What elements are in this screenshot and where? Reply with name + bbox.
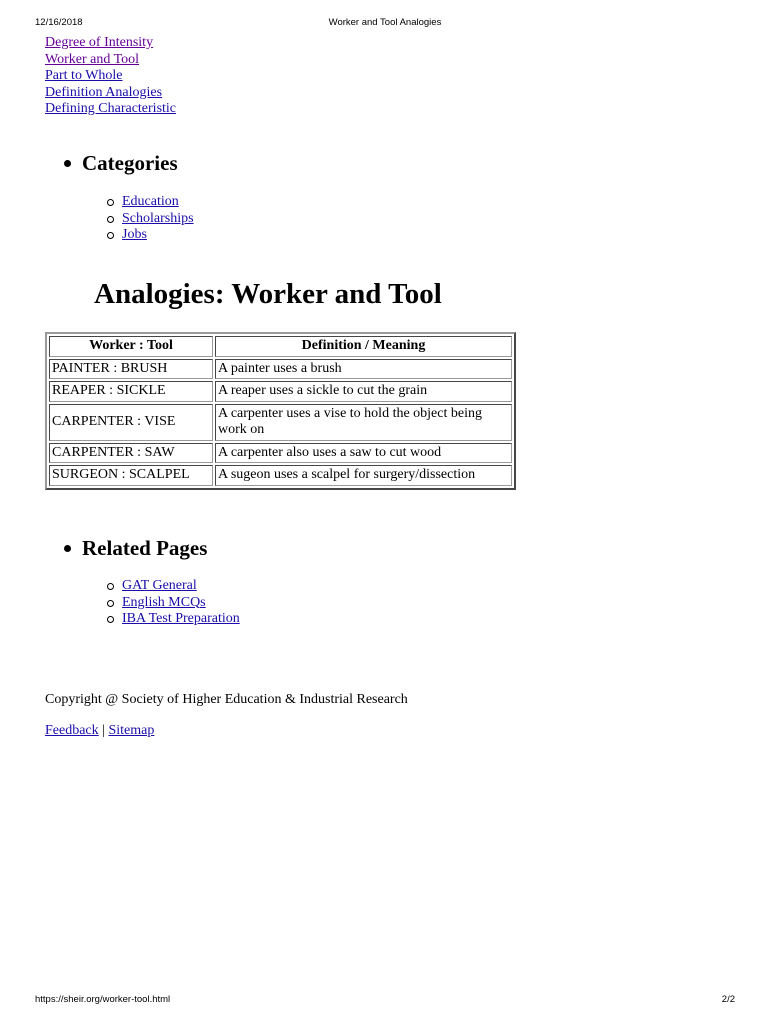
table-header-row [49,336,512,357]
page-title: Analogies: Worker and Tool [94,278,442,310]
link-english-mcqs[interactable]: English MCQs [122,594,206,610]
link-scholarships[interactable]: Scholarships [122,210,194,226]
circle-bullet-icon [107,616,114,623]
table-row [49,465,512,486]
table-row [49,443,512,464]
link-part-to-whole[interactable]: Part to Whole [45,68,123,83]
print-title: Worker and Tool Analogies [328,17,442,28]
link-iba-test-preparation[interactable]: IBA Test Preparation [122,611,240,626]
categories-heading-label: Categories [82,151,178,175]
copyright-text: Copyright @ Society of Higher Education & Industrial Research [45,692,408,707]
table-row [49,381,512,402]
list-item [106,595,240,612]
worker-tool-cell: CARPENTER : VISE [49,404,213,441]
footer-links [45,722,154,739]
meaning-cell: A sugeon uses a scalpel for surgery/dissection [215,465,512,486]
analogy-links [45,35,176,118]
bullet-icon [64,160,71,167]
print-header [35,17,735,31]
worker-tool-cell: CARPENTER : SAW [49,443,213,464]
table-row [49,359,512,380]
print-url: https://sheir.org/worker-tool.html [35,994,171,1005]
bullet-icon [64,545,71,552]
circle-bullet-icon [107,216,114,223]
circle-bullet-icon [107,232,114,239]
list-item [106,211,194,228]
link-degree-of-intensity[interactable]: Degree of Intensity [45,35,154,50]
worker-tool-cell: PAINTER : BRUSH [49,359,213,380]
circle-bullet-icon [107,199,114,206]
print-page-number: 2/2 [721,994,735,1005]
link-jobs[interactable]: Jobs [122,227,147,242]
circle-bullet-icon [107,583,114,590]
link-gat-general[interactable]: GAT General [122,578,197,593]
related-pages-heading [64,536,207,560]
column-header: Definition / Meaning [215,336,512,357]
list-item [106,194,194,211]
print-footer [35,994,735,1008]
meaning-cell: A carpenter uses a vise to hold the object being work on [215,404,512,441]
list-item [106,227,194,244]
list-item [106,611,240,628]
table-row [49,404,512,441]
meaning-cell: A reaper uses a sickle to cut the grain [215,381,512,402]
link-education[interactable]: Education [122,194,179,209]
footer-separator: | [102,723,105,738]
link-worker-and-tool[interactable]: Worker and Tool [45,51,140,67]
meaning-cell: A carpenter also uses a saw to cut wood [215,443,512,464]
print-date: 12/16/2018 [35,17,83,28]
worker-tool-cell: REAPER : SICKLE [49,381,213,402]
analogy-table [45,332,516,490]
list-item [106,578,240,595]
sitemap-link[interactable]: Sitemap [108,723,155,738]
link-definition-analogies[interactable]: Definition Analogies [45,84,163,100]
column-header: Worker : Tool [49,336,213,357]
circle-bullet-icon [107,600,114,607]
meaning-cell: A painter uses a brush [215,359,512,380]
categories-list [106,194,194,244]
categories-heading [64,151,178,175]
related-pages-heading-label: Related Pages [82,536,208,560]
link-defining-characteristic[interactable]: Defining Characteristic [45,101,177,116]
feedback-link[interactable]: Feedback [45,723,99,738]
related-pages-list [106,578,240,628]
worker-tool-cell: SURGEON : SCALPEL [49,465,213,486]
